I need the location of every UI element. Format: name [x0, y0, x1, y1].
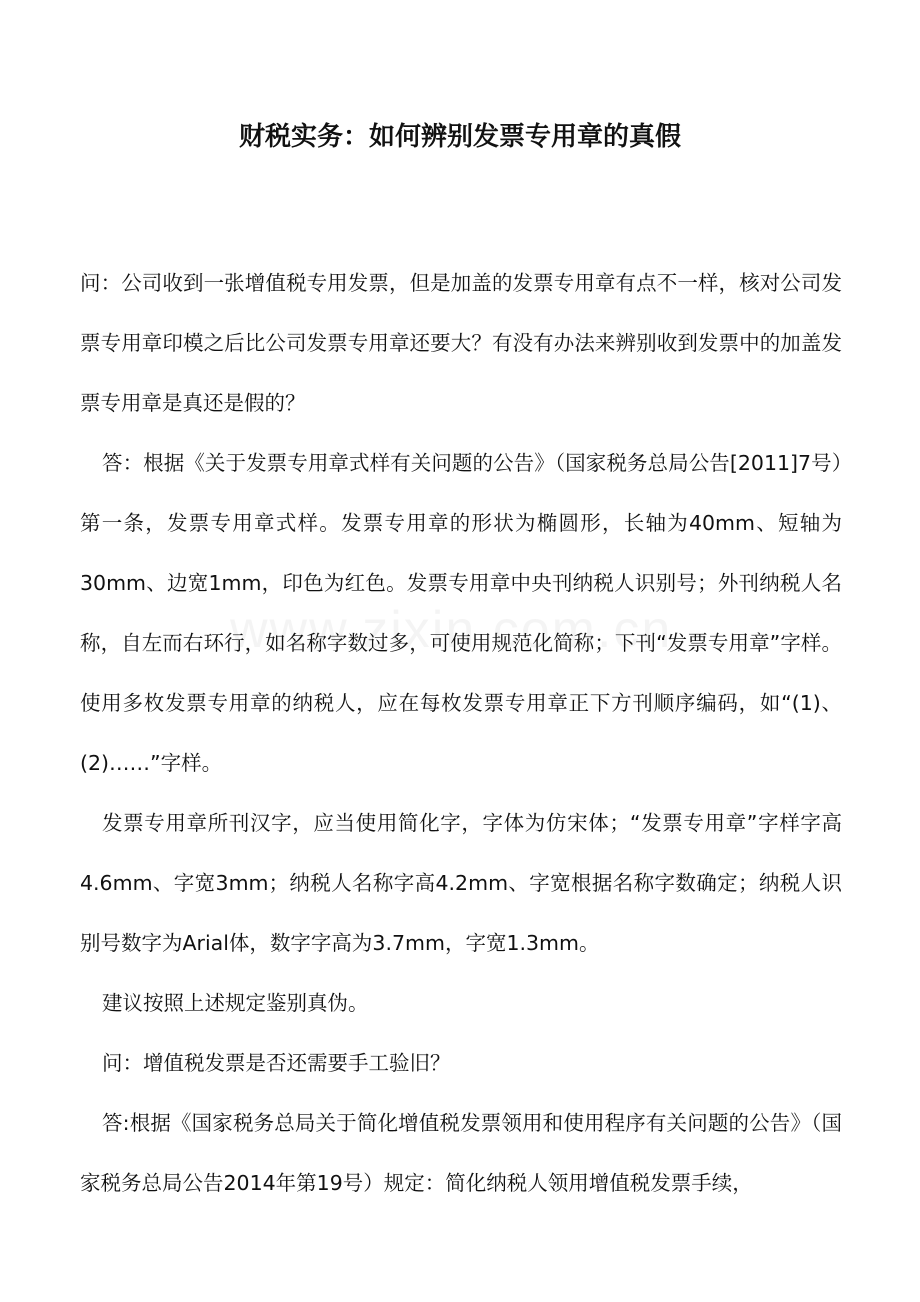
paragraph-seal-font-rules: 发票专用章所刊汉字，应当使用简化字，字体为仿宋体；“发票专用章”字样字高4.6mm、字宽3mm；纳税人名称字高4.2mm、字宽根据名称字数确定；纳税人识别号数字为Arial体，数字字高为3.7mm，字宽1.3mm。 [80, 811, 842, 955]
page-title: 财税实务：如何辨别发票专用章的真假 [238, 122, 681, 152]
paragraph-answer-1: 答：根据《关于发票专用章式样有关问题的公告》（国家税务总局公告[2011]7号）第一条，发票专用章式样。发票专用章的形状为椭圆形，长轴为40mm、短轴为30mm、边宽1mm，印色为红色。发票专用章中央刊纳税人识别号；外刊纳税人名称，自左而右环行，如名称字数过多，可使用规范化简称；下刊“发票专用章”字样。使用多枚发票专用章的纳税人，应在每枚发票专用章正下方刊顺序编码，如“(1)、(2)……”字样。 [80, 451, 842, 775]
document-body [80, 253, 842, 1213]
paragraph-answer-2: 答:根据《国家税务总局关于简化增值税发票领用和使用程序有关问题的公告》（国家税务总局公告2014年第19号）规定：简化纳税人领用增值税发票手续， [80, 1111, 842, 1195]
paragraph-question-1: 问：公司收到一张增值税专用发票，但是加盖的发票专用章有点不一样，核对公司发票专用章印模之后比公司发票专用章还要大？有没有办法来辨别收到发票中的加盖发票专用章是真还是假的？ [80, 271, 842, 415]
paragraph-advice: 建议按照上述规定鉴别真伪。 [102, 991, 369, 1015]
paragraph-question-2: 问：增值税发票是否还需要手工验旧？ [102, 1051, 451, 1075]
